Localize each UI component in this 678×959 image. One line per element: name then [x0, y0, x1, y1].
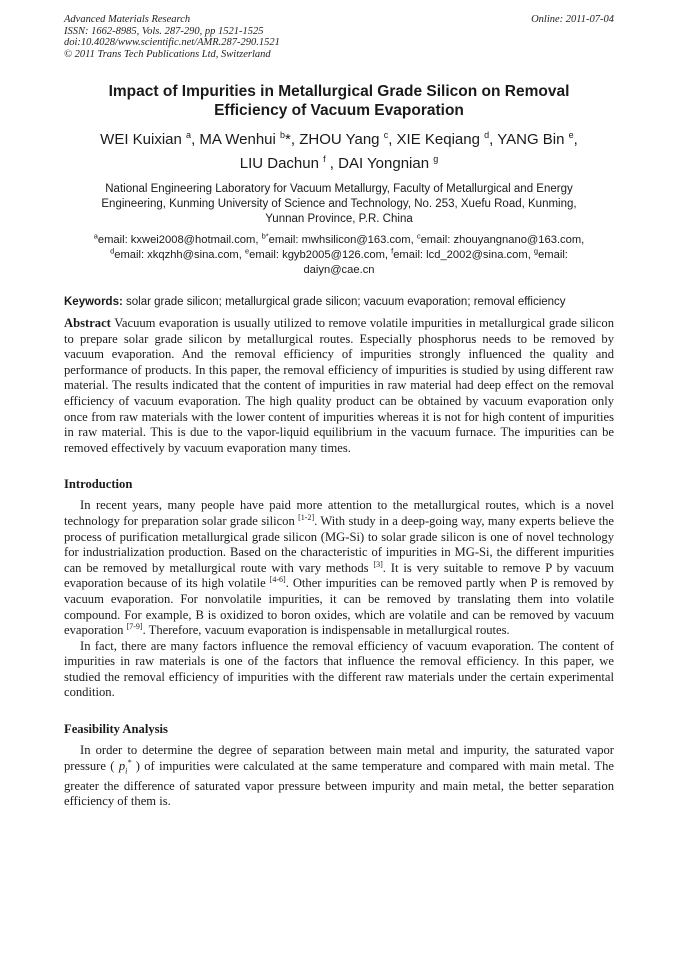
section-heading-feasibility: Feasibility Analysis	[64, 722, 168, 737]
citation[interactable]: [1-2]	[298, 512, 315, 522]
citation[interactable]: [7-9]	[126, 621, 143, 631]
title-line-1: Impact of Impurities in Metallurgical Grade Silicon on Removal	[108, 83, 570, 100]
email-sup: d	[110, 246, 115, 256]
affiliation-line-2: Engineering, Kunming University of Science and Technology, No. 253, Xuefu Road, Kunming,	[101, 198, 577, 210]
text-run: . Therefore, vacuum evaporation is indispensable in metallurgical routes.	[142, 623, 510, 638]
copyright-line: © 2011 Trans Tech Publications Ltd, Switzerland	[64, 48, 271, 60]
author-list	[64, 128, 614, 176]
author-sup: a	[186, 130, 192, 140]
author-sup: b	[280, 130, 286, 140]
issn-line: ISSN: 1662-8985, Vols. 287-290, pp 1521-1525	[64, 25, 264, 37]
email-link-d[interactable]: email: xkqzhh@sina.com,	[114, 249, 245, 261]
vapor-pressure-symbol	[118, 757, 132, 776]
affiliation	[64, 182, 614, 227]
author-name: XIE Keqiang	[396, 131, 480, 148]
paper-title	[64, 82, 614, 120]
abstract	[64, 316, 614, 456]
author-name: WEI Kuixian	[100, 131, 182, 148]
author-name: ZHOU Yang	[299, 131, 380, 148]
text-run: In recent years, many people have paid more attention to the metallurgical routes, which is a novel technology for preparation solar grade silicon	[64, 498, 614, 528]
text-run: . With study in a deep-going way, many experts believe the process of purification metallurgical grade silicon (MG-Si) to solar grade silicon is one of novel technology for industrialization production. Based on the characteristic of impurities in MG-Si, the different impurities can be removed by metallurgical route with vary methods	[64, 513, 614, 575]
author-name: LIU Dachun	[239, 155, 319, 172]
title-line-2: Efficiency of Vacuum Evaporation	[214, 102, 464, 119]
introduction-paragraph-1	[64, 498, 614, 638]
email-line-2	[64, 248, 614, 263]
math-superscript: *	[127, 757, 132, 767]
author-name: MA Wenhui	[199, 131, 276, 148]
math-symbol: p	[118, 758, 126, 773]
author-line-2: LIU Dachun $^f$ , DAI Yongnian $^g$	[239, 154, 439, 172]
text-run: ) of impurities were calculated at the same temperature and compared with main metal. The greater the difference of saturated vapor pressure between impurity and main metal, the better separation efficiency of them is.	[64, 758, 615, 809]
text-run: . Other impurities can be removed partly when P is removed by vacuum evaporation. For nonvolatile impurities, it can be removed by translating them into volatile compound. For example, B is oxidized to boron oxides, which are volatile and can be removed by vacuum evaporation	[64, 576, 614, 638]
citation[interactable]: [4-6]	[269, 575, 286, 585]
author-sup: f	[323, 154, 326, 164]
affiliation-line-3: Yunnan Province, P.R. China	[265, 213, 413, 225]
email-sup: g	[533, 246, 539, 256]
section-heading-introduction: Introduction	[64, 477, 133, 492]
author-sup: c	[383, 130, 389, 140]
email-link-e[interactable]: email: kgyb2005@126.com,	[249, 249, 392, 261]
author-line-1: WEI Kuixian $^a$, MA Wenhui $^b$*, ZHOU Yang $^c$, XIE Keqiang $^d$, YANG Bin $^e$,	[100, 130, 578, 148]
email-sup: a	[93, 231, 98, 241]
email-sup: e	[244, 246, 250, 256]
email-link-g[interactable]: daiyn@cae.cn	[303, 264, 375, 276]
author-name: YANG Bin	[497, 131, 565, 148]
affiliation-line-1: National Engineering Laboratory for Vacuum Metallurgy, Faculty of Metallurgical and Energy	[105, 183, 573, 195]
email-line-1	[64, 233, 614, 248]
email-sup: b*	[261, 231, 269, 241]
abstract-text: Vacuum evaporation is usually utilized to remove volatile impurities in metallurgical grade silicon to prepare solar grade silicon by metallurgical routes. Especially phosphorus needs to be removed by vacuum evaporation. And the removal efficiency of impurities strongly influenced the quality and performance of products. In this paper, the removal efficiency of impurities is studied by using different raw material. The results indicated that the content of impurities in raw material had deep effect on the removal efficiency of vacuum evaporation. The high quality product can be obtained by vacuum evaporation only once from raw materials with the lower content of impurities whereas it is not for high content of impurities in raw material. This is due to the vapor-liquid equilibrium in the vacuum furnace. The impurities can be removed effectively by vacuum evaporation many times.	[64, 316, 614, 455]
author-sup: e	[568, 130, 574, 140]
text-run: . It is very suitable to remove P by vacuum evaporation because of its high volatile	[64, 560, 614, 591]
email-link-a[interactable]: email: kxwei2008@hotmail.com,	[97, 234, 262, 246]
email-link-b[interactable]: email: mwhsilicon@163.com,	[268, 234, 417, 246]
abstract-label: Abstract	[64, 316, 111, 330]
email-link-c[interactable]: email: zhouyangnano@163.com,	[420, 234, 585, 246]
keywords	[64, 295, 614, 310]
online-date: Online: 2011-07-04	[531, 14, 614, 25]
email-sup: c	[416, 231, 421, 241]
author-sup: g	[433, 154, 439, 164]
keywords-text: solar grade silicon; metallurgical grade silicon; vacuum evaporation; removal efficiency	[122, 296, 566, 308]
introduction-paragraph-2: In fact, there are many factors influence the removal efficiency of vacuum evaporation. The content of impurities in raw materials is one of the factors that influence the removal efficiency. In this paper, we studied the removal efficiency of impurities with the different raw materials under the certain experimental condition.	[64, 638, 614, 700]
math-subscript: i	[125, 766, 128, 776]
doi-line: doi:10.4028/www.scientific.net/AMR.287-290.1521	[64, 37, 280, 48]
email-sup: f	[391, 246, 394, 256]
citation[interactable]: [3]	[373, 559, 383, 569]
author-sup: d	[484, 130, 490, 140]
text-run: In order to determine the degree of separation between main metal and impurity, the saturated vapor pressure (	[64, 743, 614, 773]
email-link-g-label: email:	[538, 249, 568, 261]
feasibility-paragraph-1	[64, 743, 614, 810]
email-link-f[interactable]: email: lcd_2002@sina.com,	[393, 249, 534, 261]
email-list	[64, 233, 614, 278]
author-name: DAI Yongnian	[338, 155, 430, 172]
journal-name: Advanced Materials Research	[64, 14, 191, 25]
running-header	[64, 14, 614, 60]
keywords-label: Keywords:	[64, 296, 123, 308]
email-line-3	[64, 263, 614, 278]
journal-info	[64, 14, 280, 60]
